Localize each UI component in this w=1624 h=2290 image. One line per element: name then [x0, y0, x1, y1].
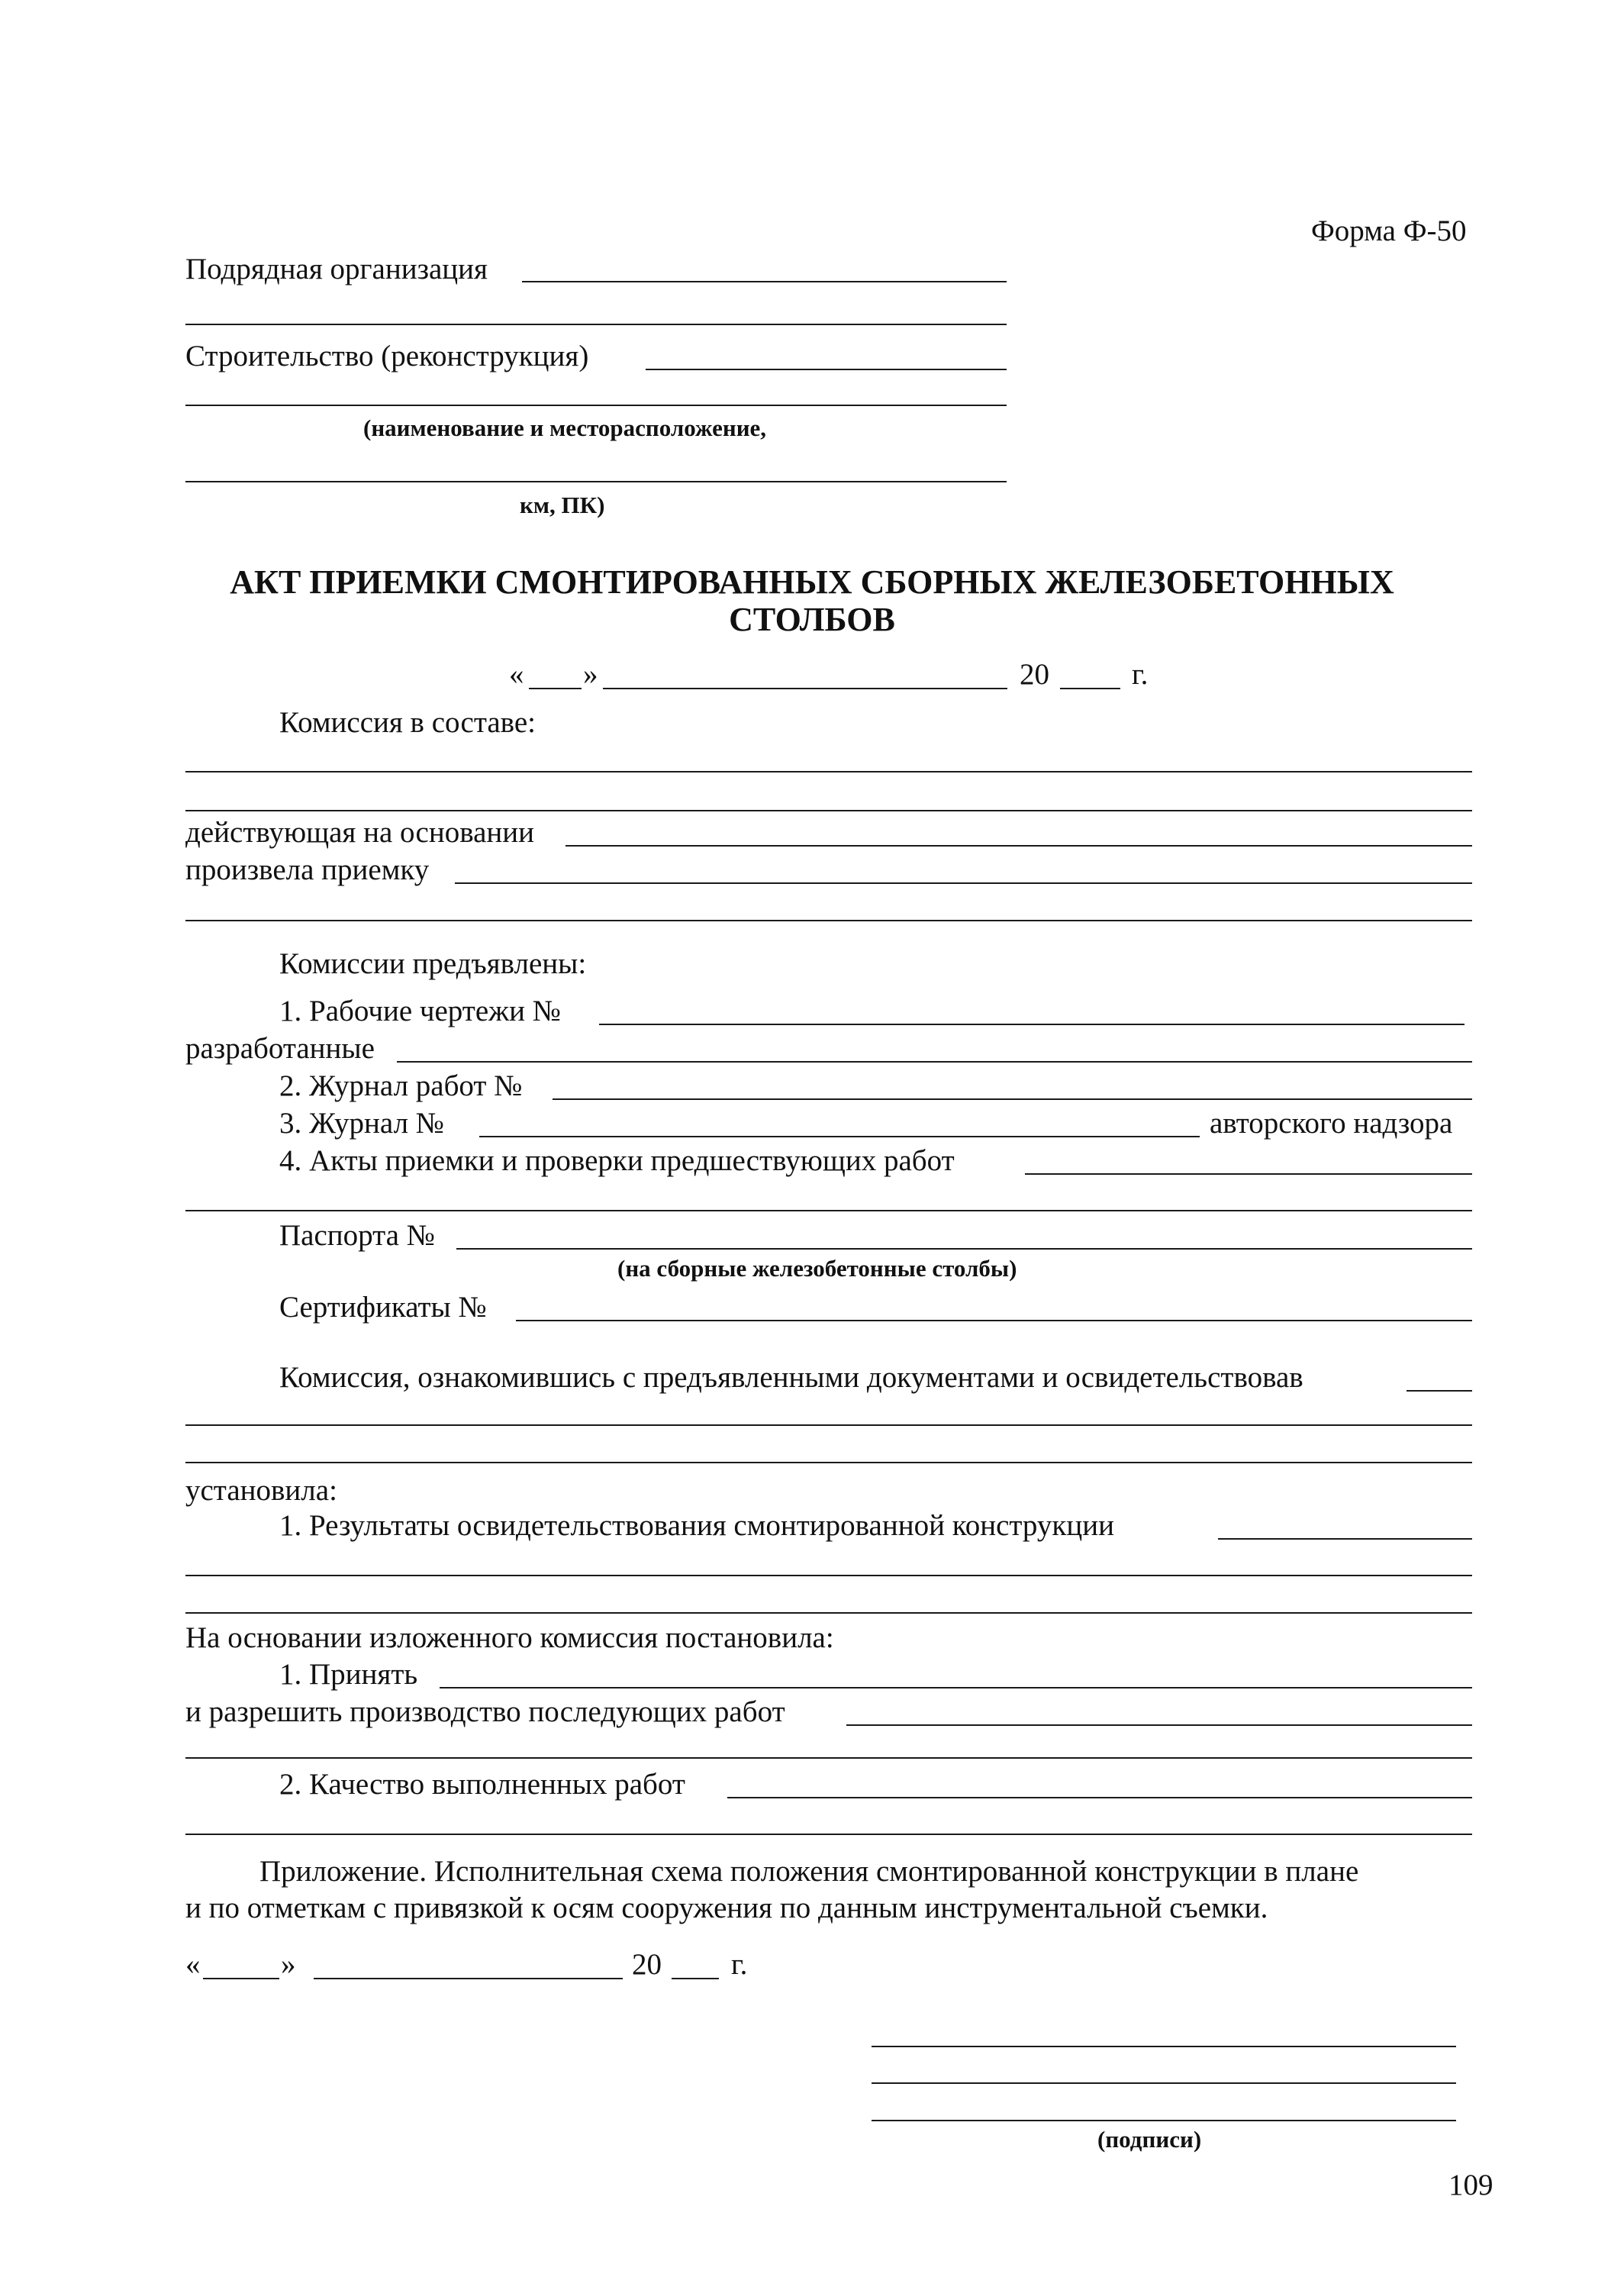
established-label: установила: [185, 1474, 337, 1507]
accept-label: 1. Принять [279, 1658, 418, 1691]
bottom-date-close-quote: » [281, 1948, 296, 1981]
basis-label: действующая на основании [185, 816, 535, 849]
hint-km-pk: км, ПК) [520, 492, 605, 518]
prior-acts-label: 4. Акты приемки и проверки предшествующих работ [279, 1144, 955, 1177]
work-log-label: 2. Журнал работ № [279, 1069, 523, 1102]
inspection-field-line[interactable] [1406, 1390, 1472, 1392]
prior-acts-field-line[interactable] [1025, 1173, 1472, 1175]
passports-hint: (на сборные железобетонные столбы) [617, 1255, 1017, 1282]
presented-heading: Комиссии предъявлены: [279, 947, 587, 980]
date-year-field[interactable] [1060, 688, 1120, 689]
page-number: 109 [1448, 2169, 1494, 2201]
contractor-field-line[interactable] [522, 281, 1007, 282]
work-log-field-line[interactable] [553, 1098, 1472, 1100]
supervision-log-field-line[interactable] [479, 1136, 1200, 1137]
quality-field-line[interactable] [727, 1797, 1472, 1798]
signature-line-3[interactable] [872, 2120, 1456, 2121]
date-year-suffix: г. [1132, 658, 1149, 691]
construction-field-line[interactable] [646, 369, 1007, 370]
developed-field-line[interactable] [397, 1061, 1472, 1063]
construction-field-line-2[interactable] [185, 405, 1007, 406]
passports-field-line[interactable] [456, 1248, 1472, 1250]
prior-acts-field-line-2[interactable] [185, 1210, 1472, 1211]
bottom-date-year-prefix: 20 [632, 1948, 662, 1981]
certificates-label: Сертификаты № [279, 1291, 487, 1324]
inspection-field-line-3[interactable] [185, 1462, 1472, 1463]
appendix-line-2: и по отметкам с привязкой к осям сооружения по данным инструментальной съемки. [185, 1892, 1268, 1924]
date-close-quote: » [583, 658, 598, 691]
result-field-line-3[interactable] [185, 1612, 1472, 1614]
inspection-intro: Комиссия, ознакомившись с предъявленными документами и освидетельствовав [279, 1361, 1303, 1394]
result-field-line[interactable] [1218, 1538, 1472, 1540]
supervision-log-label: 3. Журнал № [279, 1107, 444, 1140]
signature-line-1[interactable] [872, 2046, 1456, 2047]
document-title-line-2: СТОЛБОВ [729, 601, 895, 638]
date-year-prefix: 20 [1020, 658, 1049, 691]
inspection-field-line-2[interactable] [185, 1424, 1472, 1426]
date-month-field[interactable] [603, 688, 1007, 689]
drawings-label: 1. Рабочие чертежи № [279, 995, 561, 1027]
permit-field-line[interactable] [846, 1724, 1472, 1726]
result-field-line-2[interactable] [185, 1575, 1472, 1576]
passports-label: Паспорта № [279, 1219, 435, 1252]
bottom-date-year-field[interactable] [672, 1978, 719, 1979]
performed-field-line-2[interactable] [185, 920, 1472, 921]
bottom-date-year-suffix: г. [731, 1948, 748, 1981]
quality-field-line-2[interactable] [185, 1834, 1472, 1835]
performed-label: произвела приемку [185, 853, 430, 886]
commission-composition-label: Комиссия в составе: [279, 706, 536, 739]
bottom-date-open-quote: « [185, 1948, 201, 1981]
certificates-field-line[interactable] [516, 1320, 1472, 1321]
developed-label: разработанные [185, 1032, 375, 1065]
permit-label: и разрешить производство последующих работ [185, 1695, 785, 1728]
drawings-field-line[interactable] [599, 1024, 1464, 1025]
bottom-date-month-field[interactable] [314, 1978, 623, 1979]
accept-field-line[interactable] [440, 1687, 1472, 1688]
construction-label: Строительство (реконструкция) [185, 340, 589, 373]
signatures-hint: (подписи) [1097, 2126, 1202, 2153]
contractor-label: Подрядная организация [185, 253, 488, 285]
document-title-line-1: АКТ ПРИЕМКИ СМОНТИРОВАННЫХ СБОРНЫХ ЖЕЛЕЗОБЕТОННЫХ [230, 563, 1394, 601]
commission-field-line-1[interactable] [185, 771, 1472, 772]
quality-label: 2. Качество выполненных работ [279, 1768, 685, 1801]
decision-heading: На основании изложенного комиссия постановила: [185, 1621, 834, 1654]
signature-line-2[interactable] [872, 2082, 1456, 2084]
location-field-line[interactable] [185, 481, 1007, 482]
basis-field-line[interactable] [566, 845, 1472, 847]
contractor-field-line-2[interactable] [185, 324, 1007, 325]
appendix-line-1: Приложение. Исполнительная схема положения смонтированной конструкции в плане [259, 1855, 1359, 1888]
hint-name-location: (наименование и месторасположение, [363, 414, 767, 441]
performed-field-line[interactable] [455, 882, 1472, 884]
date-day-field[interactable] [529, 688, 582, 689]
date-open-quote: « [509, 658, 524, 691]
bottom-date-day-field[interactable] [203, 1978, 279, 1979]
form-number: Форма Ф-50 [1311, 214, 1467, 247]
supervision-log-suffix: авторского надзора [1210, 1107, 1453, 1140]
permit-field-line-2[interactable] [185, 1757, 1472, 1759]
result-label: 1. Результаты освидетельствования смонтированной конструкции [279, 1509, 1114, 1542]
commission-field-line-2[interactable] [185, 810, 1472, 811]
